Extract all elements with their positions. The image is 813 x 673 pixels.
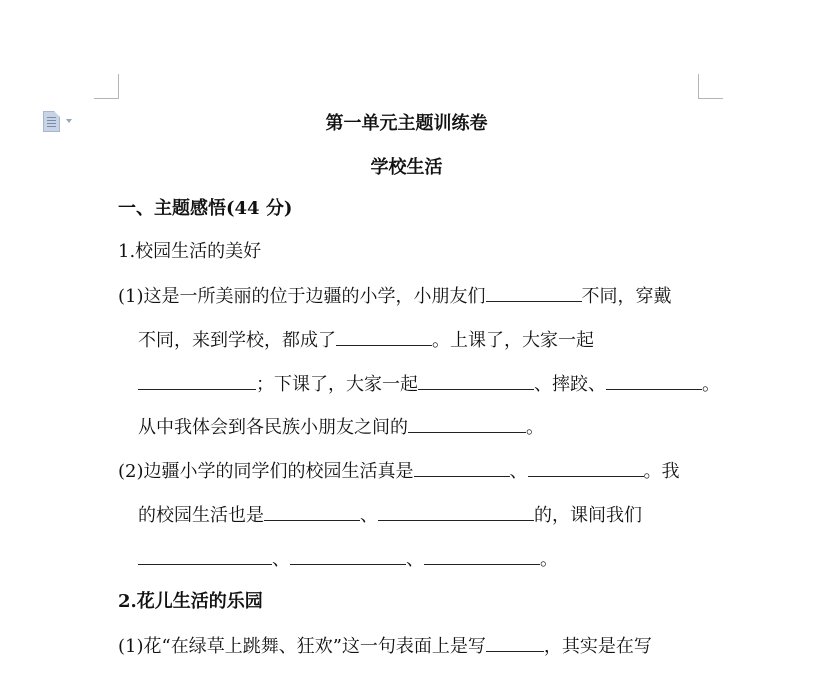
answer-blank[interactable] (290, 547, 406, 565)
question-text: ，其实是在写 (543, 636, 652, 657)
question-line (138, 503, 642, 528)
question-text: 、 (272, 549, 290, 570)
answer-blank[interactable] (528, 459, 644, 477)
document-subtitle: 学校生活 (370, 157, 443, 178)
section-heading: 一、主题感悟(44 分) (118, 198, 293, 219)
answer-blank[interactable] (408, 415, 526, 433)
question-line (118, 284, 672, 309)
question-text: 、 (509, 461, 528, 482)
question-line (138, 372, 720, 397)
question-text: 、摔跤、 (534, 374, 606, 395)
question-text: 不同，来到学校，都成了 (138, 330, 336, 351)
question-text: 。我 (643, 461, 680, 482)
answer-blank[interactable] (486, 634, 544, 652)
question-text: 。 (702, 374, 720, 395)
answer-blank[interactable] (138, 372, 256, 390)
answer-blank[interactable] (418, 372, 534, 390)
answer-blank[interactable] (138, 547, 272, 565)
document-title: 第一单元主题训练卷 (325, 113, 488, 134)
question-text: 。 (526, 417, 544, 438)
question-text: (1)花“在绿草上跳舞、狂欢”这一句表面上是写 (118, 636, 486, 657)
page-corner-mark-top-left (94, 74, 119, 99)
answer-blank[interactable] (378, 503, 534, 521)
question-line (118, 459, 680, 484)
question-text: 不同，穿戴 (581, 286, 672, 307)
question-heading: 2.花儿生活的乐园 (118, 591, 263, 612)
answer-blank[interactable] (336, 328, 432, 346)
answer-blank[interactable] (486, 284, 582, 302)
question-heading: 1.校园生活的美好 (118, 241, 262, 262)
question-text: 的校园生活也是 (138, 505, 264, 526)
page-corner-mark-top-right (698, 74, 723, 99)
question-line (138, 415, 544, 440)
question-text: 。 (540, 549, 558, 570)
question-text: 、 (406, 549, 424, 570)
question-text: 从中我体会到各民族小朋友之间的 (138, 417, 408, 438)
question-text: 。上课了，大家一起 (432, 330, 594, 351)
answer-blank[interactable] (424, 547, 540, 565)
question-text: ；下课了，大家一起 (256, 374, 418, 395)
question-text: (2)边疆小学的同学们的校园生活真是 (118, 461, 414, 482)
answer-blank[interactable] (414, 459, 510, 477)
question-line (138, 328, 594, 353)
answer-blank[interactable] (264, 503, 360, 521)
answer-blank[interactable] (606, 372, 702, 390)
question-line (138, 547, 558, 572)
question-text: 的，课间我们 (534, 505, 642, 526)
question-text: (1)这是一所美丽的位于边疆的小学，小朋友们 (118, 286, 486, 307)
question-text: 、 (360, 505, 378, 526)
question-line (118, 634, 652, 659)
